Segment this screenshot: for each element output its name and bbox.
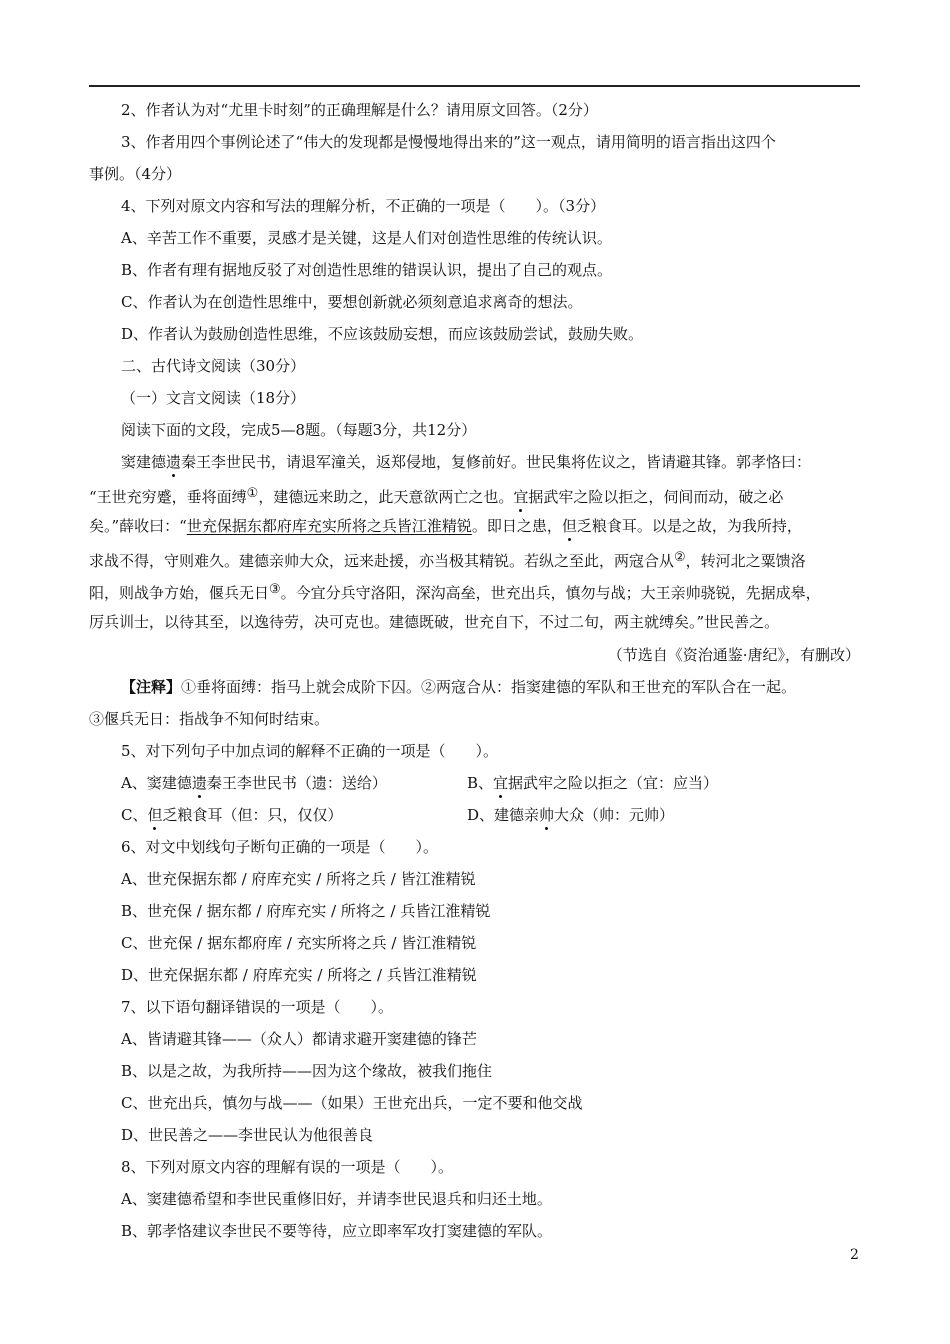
question-7-option-c: C、世充出兵，慎勿与战——（如果）王世充出兵，一定不要和他交战 (121, 1094, 583, 1112)
passage-line-4 (89, 548, 806, 571)
underlined-sentence: 世充保据东都府库充实所将之兵皆江淮精锐 (186, 517, 472, 535)
section-subtitle: （一）文言文阅读（18分） (121, 389, 306, 407)
question-7-option-b: B、以是之故，为我所持——因为这个缘故，被我们拖住 (121, 1062, 493, 1080)
passage-line-2 (89, 484, 783, 507)
dotted-word: 遗 (191, 774, 207, 792)
passage-text: 矣。”薛收曰：“ (89, 517, 187, 535)
passage-text: 秦王李世民书，请退军潼关，返郑侵地，复修前好。世民集将佐议之，皆请避其锋。郭孝恪曰： (181, 453, 812, 471)
dotted-word: 宜 (513, 488, 529, 506)
passage-text: 据武牢之险以拒之，伺间而动，破之必 (528, 488, 784, 506)
question-5-option-c (121, 806, 343, 824)
question-2: 2、作者认为对“尤里卡时刻”的正确理解是什么？请用原文回答。（2分） (121, 101, 598, 119)
option-text: C、 (121, 806, 148, 824)
footnote-marker: ① (246, 486, 259, 501)
header-rule (89, 85, 860, 87)
footnote-marker: ② (674, 550, 686, 565)
passage-text: 。即日之患， (471, 517, 562, 535)
passage-line-6: 厉兵训士，以待其至，以逸待劳，决可克也。建德既破，世充自下，不过二旬，两主就缚矣。”世民善之。 (89, 613, 780, 631)
dotted-word: 但 (147, 806, 163, 824)
question-5-option-a (121, 774, 387, 792)
question-8-option-a: A、窦建德希望和李世民重修旧好，并请李世民退兵和归还土地。 (121, 1190, 552, 1208)
question-4-option-c: C、作者认为在创造性思维中，要想创新就必须刻意追求离奇的想法。 (121, 293, 583, 311)
question-6-option-a: A、世充保据东都 / 府库充实 / 所将之兵 / 皆江淮精锐 (121, 870, 476, 888)
passage-source: （节选自《资治通鉴·唐纪》，有删改） (607, 646, 860, 664)
question-8: 8、下列对原文内容的理解有误的一项是（ ）。 (121, 1158, 454, 1176)
option-text: A、窦建德 (121, 774, 192, 792)
notes-text: ①垂将面缚：指马上就会成阶下囚。②两寇合从：指窦建德的军队和王世充的军队合在一起。 (181, 678, 797, 696)
option-text: D、建德亲 (467, 806, 540, 824)
passage-line-3 (89, 516, 802, 536)
question-5-row-2 (121, 805, 861, 825)
question-6-option-c: C、世充保 / 据东都府库 / 充实所将之兵 / 皆江淮精锐 (121, 934, 477, 952)
option-text: 大众（帅：元帅） (554, 806, 675, 824)
passage-line-1 (121, 452, 811, 472)
question-5-row-1 (121, 773, 861, 793)
question-7: 7、以下语句翻译错误的一项是（ ）。 (121, 998, 394, 1016)
dotted-word: 遗 (166, 453, 182, 471)
question-5: 5、对下列句子中加点词的解释不正确的一项是（ ）。 (121, 742, 499, 760)
question-4-option-d: D、作者认为鼓励创造性思维，不应该鼓励妄想，而应该鼓励尝试，鼓励失败。 (121, 325, 644, 343)
passage-line-5 (89, 580, 821, 603)
question-8-option-b: B、郭孝恪建议李世民不要等待，应立即率军攻打窦建德的军队。 (121, 1222, 553, 1240)
passage-text: 。今宜分兵守洛阳，深沟高垒，世充出兵，慎勿与战；大王亲帅骁锐，先据成皋， (280, 584, 821, 602)
dotted-word: 帅 (539, 806, 555, 824)
question-4-option-b: B、作者有理有据地反驳了对创造性思维的错误认识，提出了自己的观点。 (121, 261, 613, 279)
question-6-option-b: B、世充保 / 据东都 / 府库充实 / 所将之 / 兵皆江淮精锐 (121, 902, 491, 920)
passage-text: 求战不得，守则难久。建德亲帅大众，远来赴援，亦当极其精锐。若纵之至此，两寇合从 (89, 552, 675, 570)
option-text: 据武牢之险以拒之（宜：应当） (508, 774, 719, 792)
dotted-word: 宜 (493, 774, 509, 792)
dotted-word: 但 (561, 517, 577, 535)
section-instruction: 阅读下面的文段，完成5—8题。（每题3分，共12分） (121, 421, 477, 439)
question-6-option-d: D、世充保据东都 / 府库充实 / 所将之 / 兵皆江淮精锐 (121, 966, 477, 984)
passage-text: ，建德远来助之，此天意欲两亡之也。 (258, 488, 514, 506)
question-4-option-a: A、辛苦工作不重要，灵感才是关键，这是人们对创造性思维的传统认识。 (121, 229, 612, 247)
option-text: B、 (467, 774, 494, 792)
question-7-option-a: A、皆请避其锋——（众人）都请求避开窦建德的锋芒 (121, 1030, 477, 1048)
question-4: 4、下列对原文内容和写法的理解分析，不正确的一项是（ ）。（3分） (121, 197, 606, 215)
question-5-option-b (467, 773, 718, 793)
passage-text: 乏粮食耳。以是之故，为我所持， (576, 517, 802, 535)
question-7-option-d: D、世民善之——李世民认为他很善良 (121, 1126, 374, 1144)
question-3-line-1: 3、作者用四个事例论述了“伟大的发现都是慢慢地得出来的”这一观点，请用简明的语言指出这四个 (121, 133, 776, 151)
question-6: 6、对文中划线句子断句正确的一项是（ ）。 (121, 838, 439, 856)
passage-text: “王世充穷蹙，垂将面缚 (89, 488, 247, 506)
section-title: 二、古代诗文阅读（30分） (121, 357, 306, 375)
notes-line-2: ③偃兵无日：指战争不知何时结束。 (89, 710, 330, 728)
notes-label: 【注释】 (121, 678, 182, 696)
passage-text: ，转河北之粟馈洛 (685, 552, 806, 570)
page-number: 2 (850, 1247, 859, 1263)
question-5-option-d (467, 805, 674, 825)
option-text: 秦王李世民书（遗：送给） (206, 774, 387, 792)
option-text: 乏粮食耳（但：只，仅仅） (162, 806, 343, 824)
passage-text: 阳，则战争方始，偃兵无日 (89, 584, 270, 602)
question-3-line-2: 事例。（4分） (89, 165, 182, 183)
passage-text: 窦建德 (121, 453, 167, 471)
notes-line-1 (121, 677, 796, 697)
footnote-marker: ③ (269, 582, 281, 597)
